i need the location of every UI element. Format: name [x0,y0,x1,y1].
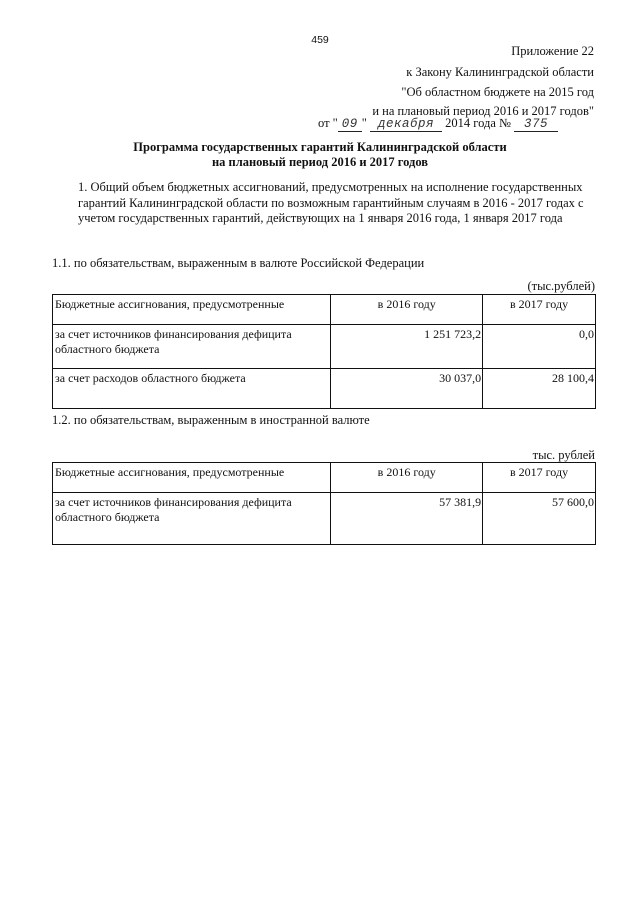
document-title-line2: на плановый период 2016 и 2017 годов [211,155,429,169]
subsection-1-1-heading: 1.1. по обязательствам, выраженным в валюте Российской Федерации [52,256,425,270]
date-year: 2014 года № [445,116,511,130]
table-row [53,369,596,409]
law-reference: к Закону Калининградской области [406,65,594,79]
row-value-2016: 57 381,9 [331,493,483,545]
budget-reference: "Об областном бюджете на 2015 год [401,85,594,99]
law-number: 375 [514,117,558,132]
table-ruble-obligations [52,294,596,409]
subsection-1-2-heading: 1.2. по обязательствам, выраженным в иностранной валюте [52,413,370,427]
document-title-line1: Программа государственных гарантий Калининградской области [133,140,507,154]
subsection-1-1-unit: (тыс.рублей) [527,279,595,293]
table-foreign-currency-obligations [52,462,596,545]
header-cell-allocations: Бюджетные ассигнования, предусмотренные [53,463,331,493]
period-reference: и на плановый период 2016 и 2017 годов" [372,104,594,118]
row-label: за счет расходов областного бюджета [53,369,331,409]
law-date-line [318,116,558,132]
date-quote: " [361,116,367,130]
row-value-2016: 1 251 723,2 [331,325,483,369]
table-row [53,325,596,369]
date-prefix: от " [318,116,338,130]
subsection-1-2-unit: тыс. рублей [532,448,595,462]
header-cell-2017: в 2017 году [483,295,596,325]
table-header-row [53,463,596,493]
section-1-text: 1. Общий объем бюджетных ассигнований, предусмотренных на исполнение государственных гарантий Калининградской области по возможным гарантийным случаям в 2016 - 2017 годах с учетом государственных гарантий, действующих на 1 января 2016 года, 1 января 2017 года [78,180,584,225]
date-day: 09 [338,117,362,132]
date-month: декабря [370,117,442,132]
row-label: за счет источников финансирования дефицита областного бюджета [53,493,331,545]
header-cell-2016: в 2016 году [331,295,483,325]
page-number: 459 [311,34,329,46]
header-cell-2016: в 2016 году [331,463,483,493]
table-header-row [53,295,596,325]
header-cell-2017: в 2017 году [483,463,596,493]
table-row [53,493,596,545]
row-label: за счет источников финансирования дефицита областного бюджета [53,325,331,369]
header-cell-allocations: Бюджетные ассигнования, предусмотренные [53,295,331,325]
row-value-2017: 28 100,4 [483,369,596,409]
row-value-2016: 30 037,0 [331,369,483,409]
row-value-2017: 0,0 [483,325,596,369]
appendix-label: Приложение 22 [511,44,594,58]
row-value-2017: 57 600,0 [483,493,596,545]
